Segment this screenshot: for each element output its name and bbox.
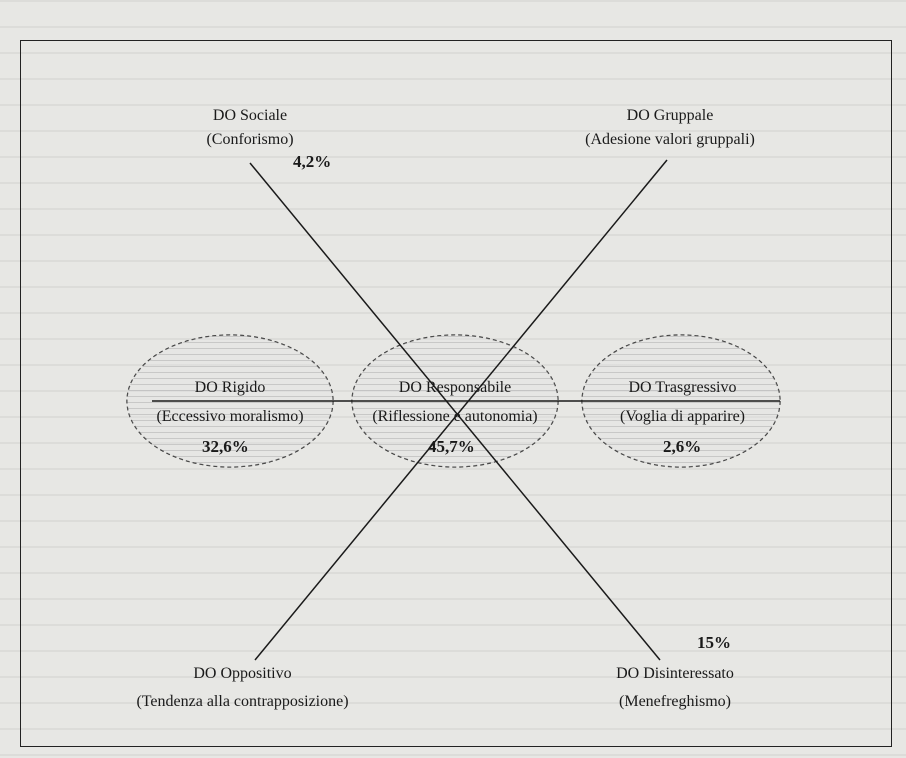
node-responsabile-subtitle: (Riflessione e autonomia) — [372, 408, 538, 425]
node-sociale — [175, 104, 325, 152]
node-disinteressato-title: DO Disinteressato — [616, 665, 734, 682]
node-responsabile-percent: 45,7% — [428, 437, 475, 456]
node-gruppale — [565, 104, 775, 152]
node-disinteressato-percent: 15% — [697, 633, 731, 652]
node-gruppale-subtitle: (Adesione valori gruppali) — [585, 131, 755, 148]
node-disinteressato-subtitle: (Menefreghismo) — [619, 693, 731, 710]
node-rigido-title: DO Rigido — [194, 379, 266, 396]
node-rigido-percent: 32,6% — [202, 437, 249, 456]
node-rigido-subtitle: (Eccessivo moralismo) — [156, 408, 304, 425]
node-sociale-title: DO Sociale — [212, 107, 288, 124]
node-trasgressivo-subtitle: (Voglia di apparire) — [620, 408, 745, 425]
node-sociale-percent: 4,2% — [293, 152, 332, 171]
node-trasgressivo-percent: 2,6% — [663, 437, 702, 456]
node-gruppale-title: DO Gruppale — [626, 107, 714, 124]
node-disinteressato — [595, 662, 755, 714]
node-oppositivo — [120, 662, 365, 714]
node-sociale-subtitle: (Conforismo) — [206, 131, 294, 148]
node-trasgressivo-title: DO Trasgressivo — [628, 379, 737, 396]
node-responsabile-title: DO Responsabile — [398, 379, 512, 396]
node-oppositivo-title: DO Oppositivo — [193, 665, 292, 682]
node-oppositivo-subtitle: (Tendenza alla contrapposizione) — [136, 693, 349, 710]
